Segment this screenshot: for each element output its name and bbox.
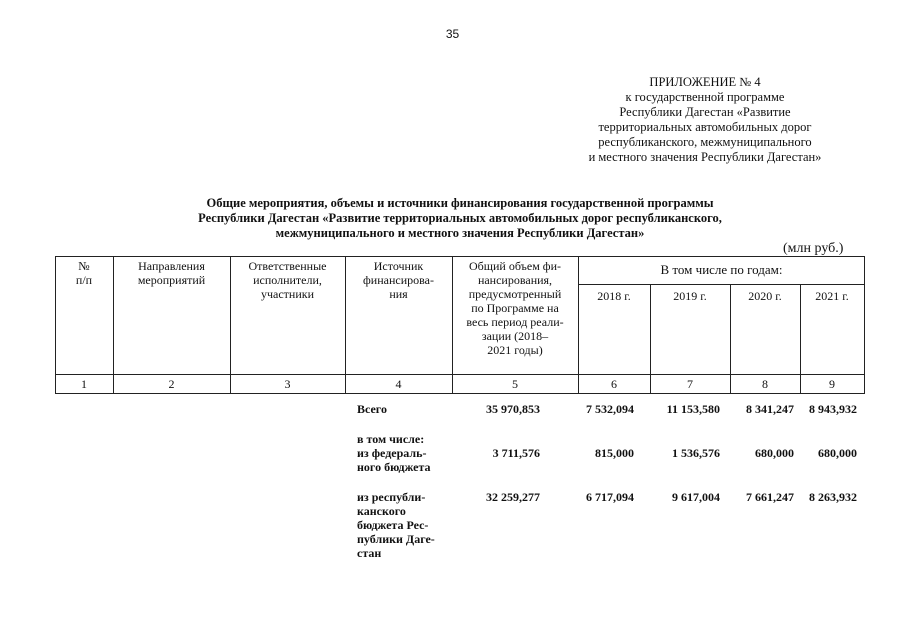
header-year-2018: 2018 г. <box>597 289 631 303</box>
header-source: Источник финансирова- ния <box>363 259 434 301</box>
grid-line-top <box>55 256 865 257</box>
value-2019: 9 617,004 <box>672 490 720 504</box>
column-number: 5 <box>512 377 518 391</box>
value-total: 35 970,853 <box>486 402 540 416</box>
appendix-line: к государственной программе <box>625 90 785 104</box>
grid-line-numbers-bottom <box>55 393 865 394</box>
column-number: 8 <box>762 377 768 391</box>
value-2021: 8 943,932 <box>809 402 857 416</box>
value-2021: 8 263,932 <box>809 490 857 504</box>
title-line: межмуниципального и местного значения Республики Дагестан» <box>275 226 645 240</box>
header-direction: Направления мероприятий <box>137 259 206 287</box>
value-2020: 680,000 <box>755 446 794 460</box>
value-2019: 1 536,576 <box>672 446 720 460</box>
grid-line-header-bottom <box>55 374 865 375</box>
column-number: 4 <box>395 377 402 391</box>
value-total: 32 259,277 <box>486 490 540 504</box>
header-year-2021: 2021 г. <box>815 289 849 303</box>
header-by-years: В том числе по годам: <box>660 262 783 277</box>
title-line: Общие мероприятия, объемы и источники финансирования государственной программы <box>206 196 714 210</box>
header-year-2019: 2019 г. <box>673 289 707 303</box>
row-source: в том числе: <box>357 432 425 446</box>
appendix-line: и местного значения Республики Дагестан» <box>588 150 822 164</box>
column-number: 2 <box>168 377 175 391</box>
appendix-note <box>555 75 855 165</box>
value-2018: 815,000 <box>595 446 634 460</box>
appendix-line: ПРИЛОЖЕНИЕ № 4 <box>649 75 761 89</box>
value-total: 3 711,576 <box>492 446 540 460</box>
row-source: из республи- канского бюджета Рес- публики Даге- стан <box>357 490 435 560</box>
row-source: из федераль- ного бюджета <box>357 446 431 474</box>
grid-line-years <box>578 284 865 285</box>
appendix-line: территориальных автомобильных дорог <box>598 120 812 134</box>
value-2019: 11 153,580 <box>666 402 720 416</box>
appendix-line: Республики Дагестан «Развитие <box>619 105 791 119</box>
column-number: 3 <box>284 377 291 391</box>
column-number: 7 <box>687 377 693 391</box>
header-year-2020: 2020 г. <box>748 289 782 303</box>
header-total: Общий объем фи- нансирования, предусмотренный по Программе на весь период реали- зации (2018– 2021 годы) <box>466 259 564 357</box>
document-title <box>80 196 840 241</box>
header-executors: Ответственные исполнители, участники <box>248 259 327 301</box>
column-number: 1 <box>81 377 87 391</box>
units-label: (млн руб.) <box>783 241 844 256</box>
value-2018: 6 717,094 <box>586 490 634 504</box>
title-line: Республики Дагестан «Развитие территориальных автомобильных дорог республиканского, <box>198 211 722 225</box>
row-source: Всего <box>357 402 387 416</box>
page-number: 35 <box>445 27 460 41</box>
value-2020: 8 341,247 <box>746 402 794 416</box>
value-2020: 7 661,247 <box>746 490 794 504</box>
appendix-line: республиканского, межмуниципального <box>598 135 812 149</box>
header-num: № п/п <box>75 259 93 287</box>
column-number: 6 <box>611 377 617 391</box>
value-2021: 680,000 <box>818 446 857 460</box>
value-2018: 7 532,094 <box>586 402 634 416</box>
column-number: 9 <box>829 377 835 391</box>
